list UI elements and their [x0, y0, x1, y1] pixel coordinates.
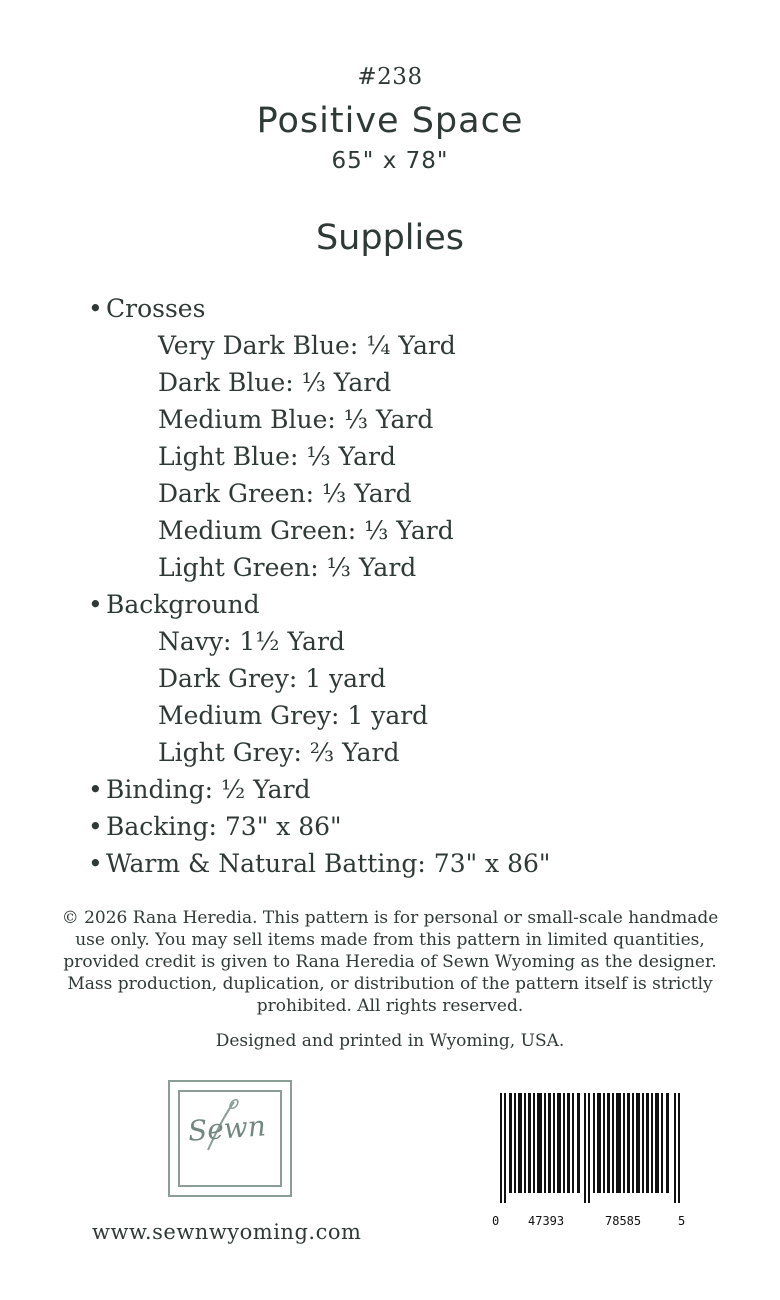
- copyright-notice: [30, 907, 750, 1017]
- crosses-sub-item: Dark Green: ⅓ Yard: [158, 479, 412, 508]
- crosses-sub-item: Light Blue: ⅓ Yard: [158, 442, 396, 471]
- backing-text: Backing: 73" x 86": [106, 812, 342, 841]
- bullet: •: [88, 775, 103, 804]
- copyright-line: Mass production, duplication, or distribution of the pattern itself is strictly: [67, 974, 713, 994]
- copyright-line: use only. You may sell items made from this pattern in limited quantities,: [75, 930, 705, 950]
- crosses-sub-item: Very Dark Blue: ¼ Yard: [158, 331, 456, 360]
- binding-item: [88, 771, 728, 808]
- bullet: •: [88, 849, 103, 878]
- website-url[interactable]: www.sewnwyoming.com: [92, 1220, 362, 1244]
- crosses-sub-item: Medium Green: ⅓ Yard: [158, 516, 454, 545]
- sewn-logo: [168, 1080, 292, 1197]
- pattern-title: Positive Space: [256, 101, 524, 141]
- barcode-bars: [500, 1093, 680, 1203]
- copyright-line: prohibited. All rights reserved.: [256, 996, 524, 1016]
- background-sub-item: Light Grey: ⅔ Yard: [158, 738, 400, 767]
- bullet: •: [88, 590, 103, 619]
- background-sub-item: Dark Grey: 1 yard: [158, 664, 387, 693]
- crosses-sub-item: Dark Blue: ⅓ Yard: [158, 368, 392, 397]
- supplies-heading: Supplies: [315, 218, 465, 258]
- crosses-sub-item: Medium Blue: ⅓ Yard: [158, 405, 434, 434]
- barcode-digit-left: 0: [492, 1214, 500, 1228]
- bullet: •: [88, 812, 103, 841]
- barcode-group-1: 47393: [528, 1214, 565, 1228]
- batting-text: Warm & Natural Batting: 73" x 86": [106, 849, 551, 878]
- binding-text: Binding: ½ Yard: [106, 775, 311, 804]
- supplies-list: [88, 290, 728, 882]
- designed-in: Designed and printed in Wyoming, USA.: [215, 1031, 565, 1051]
- pattern-number: #238: [357, 64, 423, 90]
- barcode: [500, 1093, 682, 1203]
- logo-text: Sewn: [186, 1109, 267, 1148]
- quilt-size: 65" x 78": [331, 148, 449, 174]
- crosses-sub-item: Light Green: ⅓ Yard: [158, 553, 417, 582]
- bullet: •: [88, 294, 103, 323]
- background-sub-item: Navy: 1½ Yard: [158, 627, 345, 656]
- copyright-line: provided credit is given to Rana Heredia of Sewn Wyoming as the designer.: [63, 952, 717, 972]
- backing-item: [88, 808, 728, 845]
- copyright-line: © 2026 Rana Heredia. This pattern is for personal or small-scale handmade: [61, 908, 719, 928]
- background-sub-item: Medium Grey: 1 yard: [158, 701, 429, 730]
- background-item: [88, 586, 728, 623]
- barcode-digit-right: 5: [678, 1214, 686, 1228]
- crosses-label: Crosses: [106, 294, 206, 323]
- crosses-item: [88, 290, 728, 327]
- barcode-group-2: 78585: [605, 1214, 642, 1228]
- background-label: Background: [106, 590, 260, 619]
- batting-item: [88, 845, 728, 882]
